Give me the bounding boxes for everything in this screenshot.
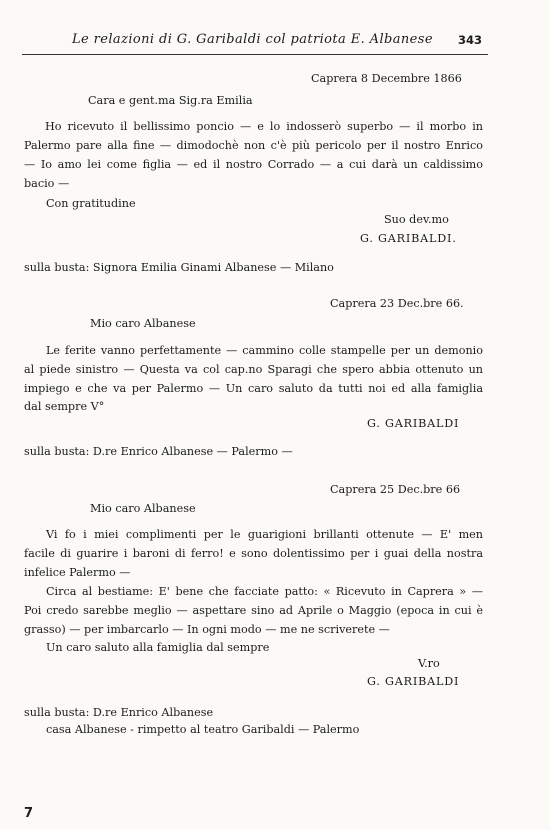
letter-closing: V.ro [418, 657, 440, 670]
page-number: 343 [457, 33, 482, 47]
letter-body-line: al piede sinistro — Questa va col cap.no Sparagi che spero abbia ottenuto un [24, 363, 483, 376]
folio-number: 7 [24, 806, 34, 821]
letter-date: Caprera 23 Dec.bre 66. [330, 297, 464, 310]
letter-body-line: Le ferite vanno perfettamente — cammino colle stampelle per un demonio [46, 344, 483, 357]
letter-closing-phrase: Con gratitudine [46, 197, 136, 210]
letter-body-line: grasso) — per imbarcarlo — In ogni modo — me ne scriverete — [24, 623, 390, 636]
letter-body-line: — Io amo lei come figlia — ed il nostro Corrado — a cui darà un caldissimo [24, 158, 483, 171]
letter-body-line: Palermo pare alla fine — dimodochè non c'è più pericolo per il nostro Enrico [24, 139, 483, 152]
letter-body-line: infelice Palermo — [24, 566, 131, 579]
letter-body-line: Vi fo i miei complimenti per le guarigioni brillanti ottenute — E' men [46, 528, 483, 541]
letter-body-line: Poi credo sarebbe meglio — aspettare sino ad Aprile o Maggio (epoca in cui è [24, 604, 483, 617]
letter-body-line: facile di guarire i baroni di ferro! e sono dolentissimo per i guai della nostra [24, 547, 483, 560]
letter-body-line: dal sempre V° [24, 400, 105, 413]
letter-signature: G. GARIBALDI [367, 417, 460, 430]
letter-salutation: Mio caro Albanese [90, 317, 196, 330]
page-header [22, 30, 488, 55]
letter-body-line: bacio — [24, 177, 70, 190]
letter-date: Caprera 8 Decembre 1866 [311, 72, 462, 85]
letter-date: Caprera 25 Dec.bre 66 [330, 483, 461, 496]
envelope-address: sulla busta: Signora Emilia Ginami Albanese — Milano [24, 261, 334, 274]
letter-body-line: Un caro saluto alla famiglia dal sempre [46, 641, 270, 654]
letter-body-line: Circa al bestiame: E' bene che facciate patto: « Ricevuto in Caprera » — [46, 585, 483, 598]
envelope-address: sulla busta: D.re Enrico Albanese — Palermo — [24, 445, 293, 458]
letter-body-line: Ho ricevuto il bellissimo poncio — e lo indosserò superbo — il morbo in [45, 120, 483, 133]
letter-signature: G. GARIBALDI [367, 675, 460, 688]
letter-salutation: Cara e gent.ma Sig.ra Emilia [88, 94, 253, 107]
letter-body-line: impiego e che va per Palermo — Un caro saluto da tutti noi ed alla famiglia [24, 382, 483, 395]
letter-salutation: Mio caro Albanese [90, 502, 196, 515]
running-title: Le relazioni di G. Garibaldi col patriota E. Albanese [72, 32, 433, 47]
envelope-address: sulla busta: D.re Enrico Albanese [24, 706, 214, 719]
envelope-address: casa Albanese - rimpetto al teatro Garibaldi — Palermo [46, 723, 360, 736]
letter-signature: G. GARIBALDI. [360, 232, 457, 245]
letter-closing: Suo dev.mo [384, 213, 449, 226]
